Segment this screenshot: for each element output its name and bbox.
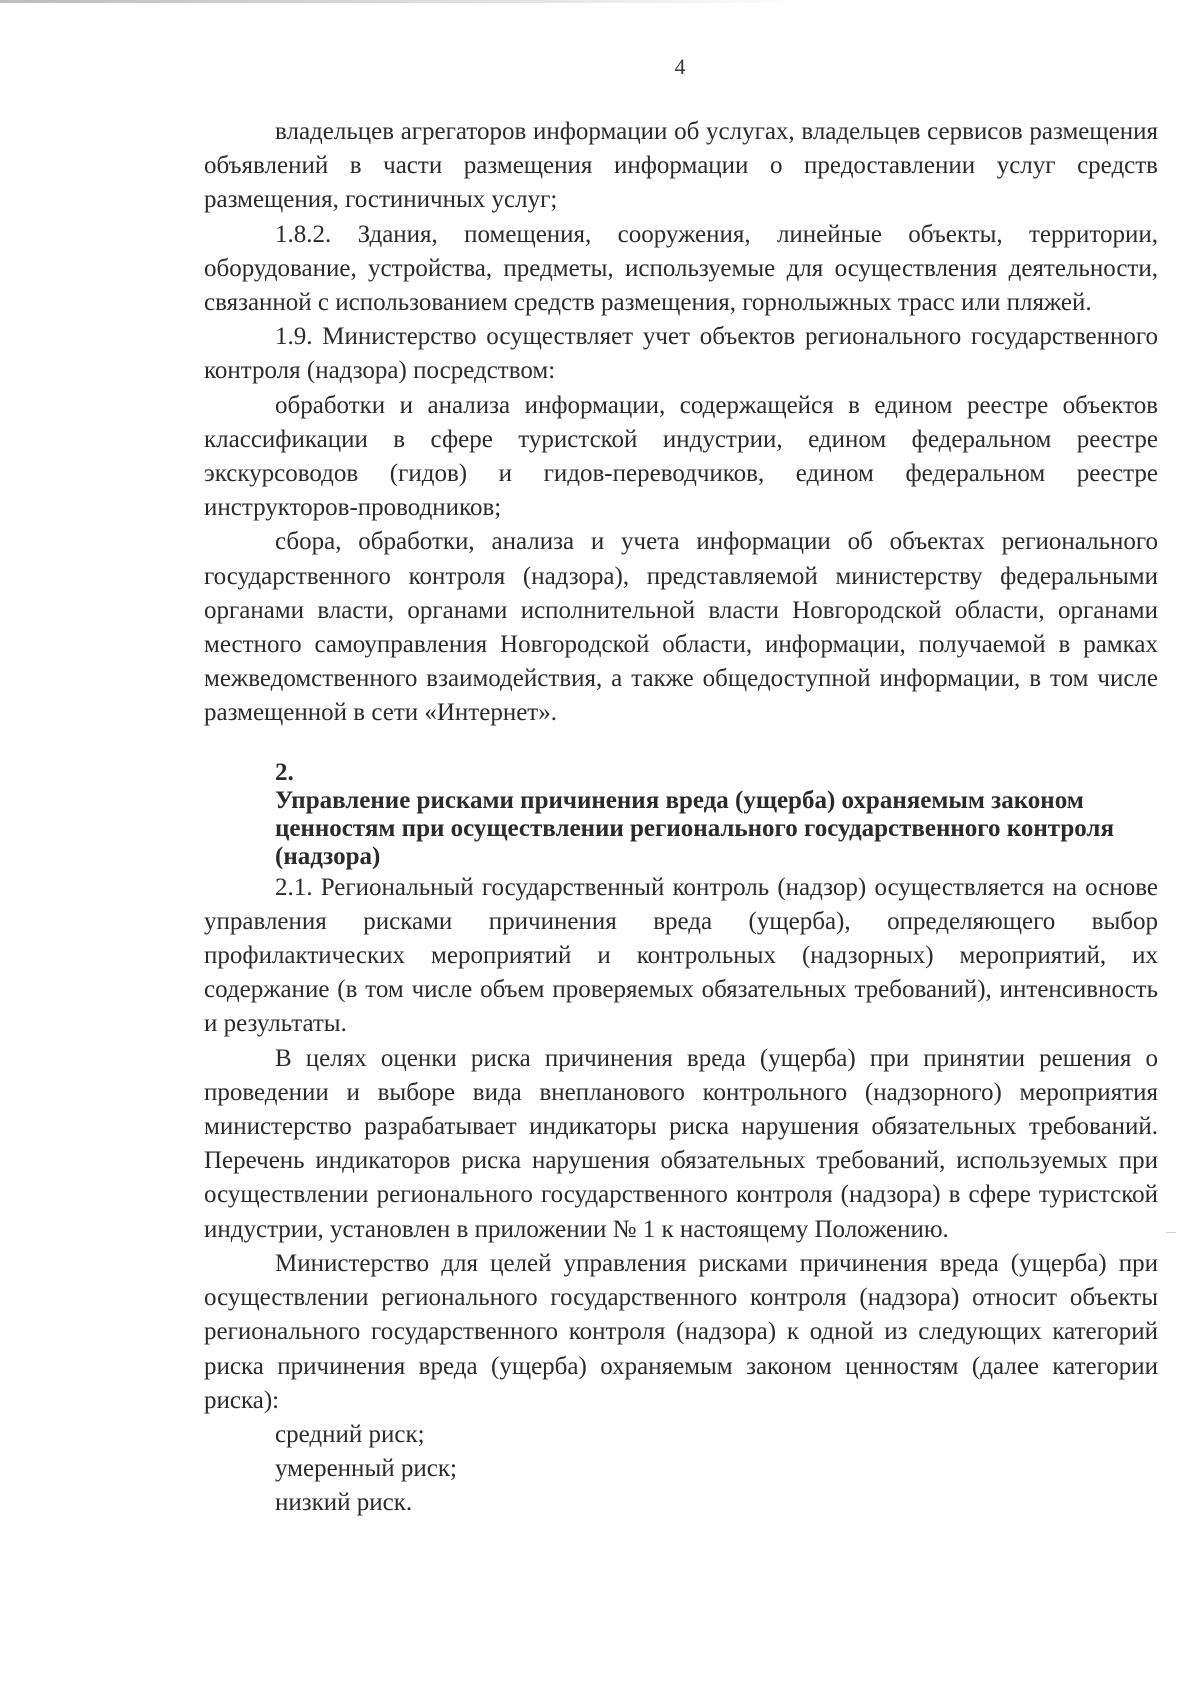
document-body xyxy=(204,115,1158,1521)
paragraph-risk-categories-intro: Министерство для целей управления рисками причинения вреда (ущерба) при осуществлении регионального государственного контроля (надзора) относит объекты регионального государственного контроля (надзора) к одной из следующих категорий риска причинения вреда (ущерба) охраняемым законом ценностям (далее категории риска): xyxy=(204,1249,1158,1414)
paragraph-1-8-2: 1.8.2. Здания, помещения, сооружения, линейные объекты, территории, оборудование, устройства, предметы, используемые для осуществления деятельности, связанной с использованием средств размещения, горнолыжных трасс или пляжей. xyxy=(204,220,1158,317)
scan-artifact-mark xyxy=(1166,1232,1176,1233)
paragraph-risk-indicators: В целях оценки риска причинения вреда (ущерба) при принятии решения о проведении и выборе вида внепланового контрольного (надзорного) мероприятия министерство разрабатывает индикаторы риска нарушения обязательных требований. Перечень индикаторов риска нарушения обязательных требований, используемых при осуществлении регионального государственного контроля (надзора) в сфере туристской индустрии, установлен в приложении № 1 к настоящему Положению. xyxy=(204,1044,1158,1243)
page-number: 4 xyxy=(674,54,686,79)
paragraph-registry-analysis: обработки и анализа информации, содержащейся в едином реестре объектов классификации в сфере туристской индустрии, едином федеральном реестре экскурсоводов (гидов) и гидов-переводчиков, едином федеральном реестре инструкторов-проводников; xyxy=(204,391,1158,522)
risk-category-list xyxy=(204,1418,1158,1521)
risk-category-moderate: умеренный риск; xyxy=(275,1455,457,1483)
section-heading xyxy=(204,759,1158,871)
risk-category-medium: средний риск; xyxy=(275,1420,425,1448)
paragraph-aggregators: владельцев агрегаторов информации об услугах, владельцев сервисов размещения объявлений в части размещения информации о предоставлении услуг средств размещения, гостиничных услуг; xyxy=(204,118,1158,214)
section-title: Управление рисками причинения вреда (ущерба) охраняемым законом ценностям при осуществлении регионального государственного контроля (надзора) xyxy=(275,786,1114,870)
scan-edge-line xyxy=(0,0,800,3)
paragraph-2-1: 2.1. Региональный государственный контроль (надзор) осуществляется на основе управления рисками причинения вреда (ущерба), определяющего выбор профилактических мероприятий и контрольных (надзорных) мероприятий, их содержание (в том числе объем проверяемых обязательных требований), интенсивность и результаты. xyxy=(204,873,1158,1038)
paragraph-information-collection: сбора, обработки, анализа и учета информации об объектах регионального государственного контроля (надзора), представляемой министерству федеральными органами власти, органами исполнительной власти Новгородской области, органами местного самоуправления Новгородской области, информации, получаемой в рамках межведомственного взаимодействия, а также общедоступной информации, в том числе размещенной в сети «Интернет». xyxy=(204,528,1158,727)
paragraph-1-9: 1.9. Министерство осуществляет учет объектов регионального государственного контроля (надзора) посредством: xyxy=(204,323,1158,385)
section-number: 2. xyxy=(275,758,294,786)
risk-category-low: низкий риск. xyxy=(275,1489,413,1517)
